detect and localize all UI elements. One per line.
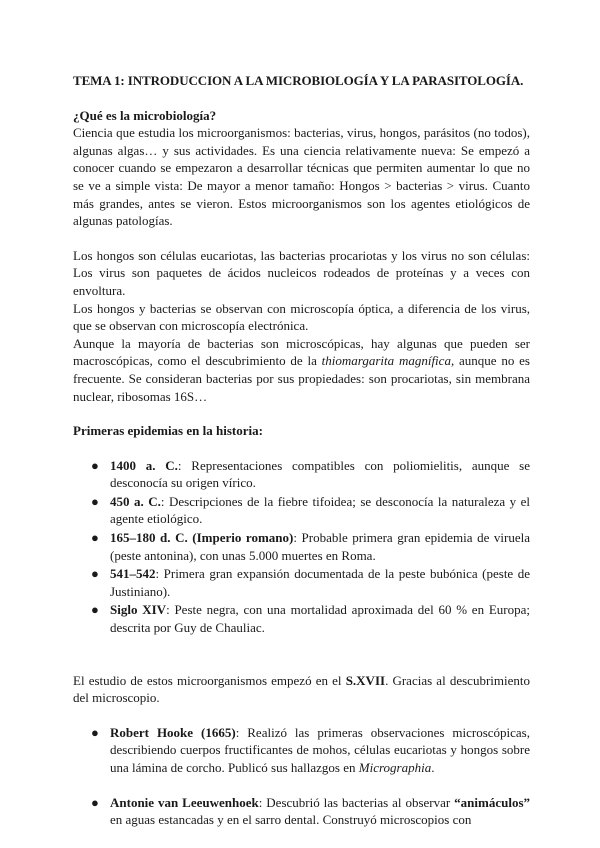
epidemics-list [73, 457, 530, 637]
paragraph-definition: Ciencia que estudia los microorganismos: bacterias, virus, hongos, parásitos (no todos), algunas algas… y sus actividades. Es una ciencia relativamente nueva: Se empezó a conocer cuando se empezaron a desarrollar técnicas que permiten aumentar lo que no se ve a simple vista: De mayor a menor tamaño: Hongos > bacterias > virus. Cuanto más grandes, antes se vieron. Estos microorganismos son los agentes etiológicos de algunas patologías. [73, 125, 530, 229]
bullet-icon: ● [91, 457, 99, 473]
bullet-icon: ● [91, 493, 99, 509]
bullet-icon: ● [91, 530, 99, 546]
species-name: thiomargarita magnífica, [321, 353, 455, 369]
list-item: ● 541–542: Primera gran expansión documentada de la peste bubónica (peste de Justiniano). [91, 566, 530, 599]
section-heading-microbiology: ¿Qué es la microbiología? [73, 107, 217, 123]
bullet-icon: ● [91, 566, 99, 582]
document-title: TEMA 1: INTRODUCCION A LA MICROBIOLOGÍA Y LA PARASITOLOGÍA. [73, 73, 524, 88]
scientists-list [73, 724, 530, 829]
document-page [73, 72, 530, 846]
list-item: ● 165–180 d. C. (Imperio romano): Probable primera gran epidemia de viruela (peste antonina), con unas 5.000 muertes en Roma. [91, 530, 530, 563]
paragraph-cell-types: Los hongos son células eucariotas, las bacterias procariotas y los virus no son células: Los virus son paquetes de ácidos nucleicos rodeados de proteínas y a veces con envoltura. [73, 247, 530, 298]
paragraph-macroscopic: Aunque la mayoría de bacterias son microscópicas, hay algunas que pueden ser macroscópicas, como el descubrimiento de la thiomargarita magnífica, aunque no es frecuente. Se consideran bacterias por sus propiedades: son procariotas, sin membrana nuclear, ribosomas 16S… [73, 335, 530, 404]
bullet-icon: ● [91, 602, 99, 618]
list-item: ● 1400 a. C.: Representaciones compatibles con poliomielitis, aunque se desconocía su origen vírico. [91, 457, 530, 491]
bullet-icon: ● [91, 794, 99, 810]
bullet-icon: ● [91, 724, 99, 740]
list-item: ● Siglo XIV: Peste negra, con una mortalidad aproximada del 60 % en Europa; descrita por Guy de Chauliac. [91, 602, 530, 636]
list-item: ● Antonie van Leeuwenhoek: Descubrió las bacterias al observar “animáculos” en aguas estancadas y en el sarro dental. Construyó microscopios con [91, 794, 531, 828]
paragraph-microscopy: Los hongos y bacterias se observan con microscopía óptica, a diferencia de los virus, que se observan con microscopía electrónica. [73, 300, 530, 334]
list-item: ● 450 a. C.: Descripciones de la fiebre tifoidea; se desconocía la naturaleza y el agente etiológico. [91, 493, 531, 527]
section-heading-epidemics: Primeras epidemias en la historia: [73, 423, 263, 439]
list-item: ● Robert Hooke (1665): Realizó las primeras observaciones microscópicas, describiendo cuerpos fructificantes de mohos, células eucariotas y hongos sobre una lámina de corcho. Publicó sus hallazgos en Micrographia. [91, 724, 530, 775]
paragraph-17th-century: El estudio de estos microorganismos empezó en el S.XVII. Gracias al descubrimiento del microscopio. [73, 672, 530, 706]
